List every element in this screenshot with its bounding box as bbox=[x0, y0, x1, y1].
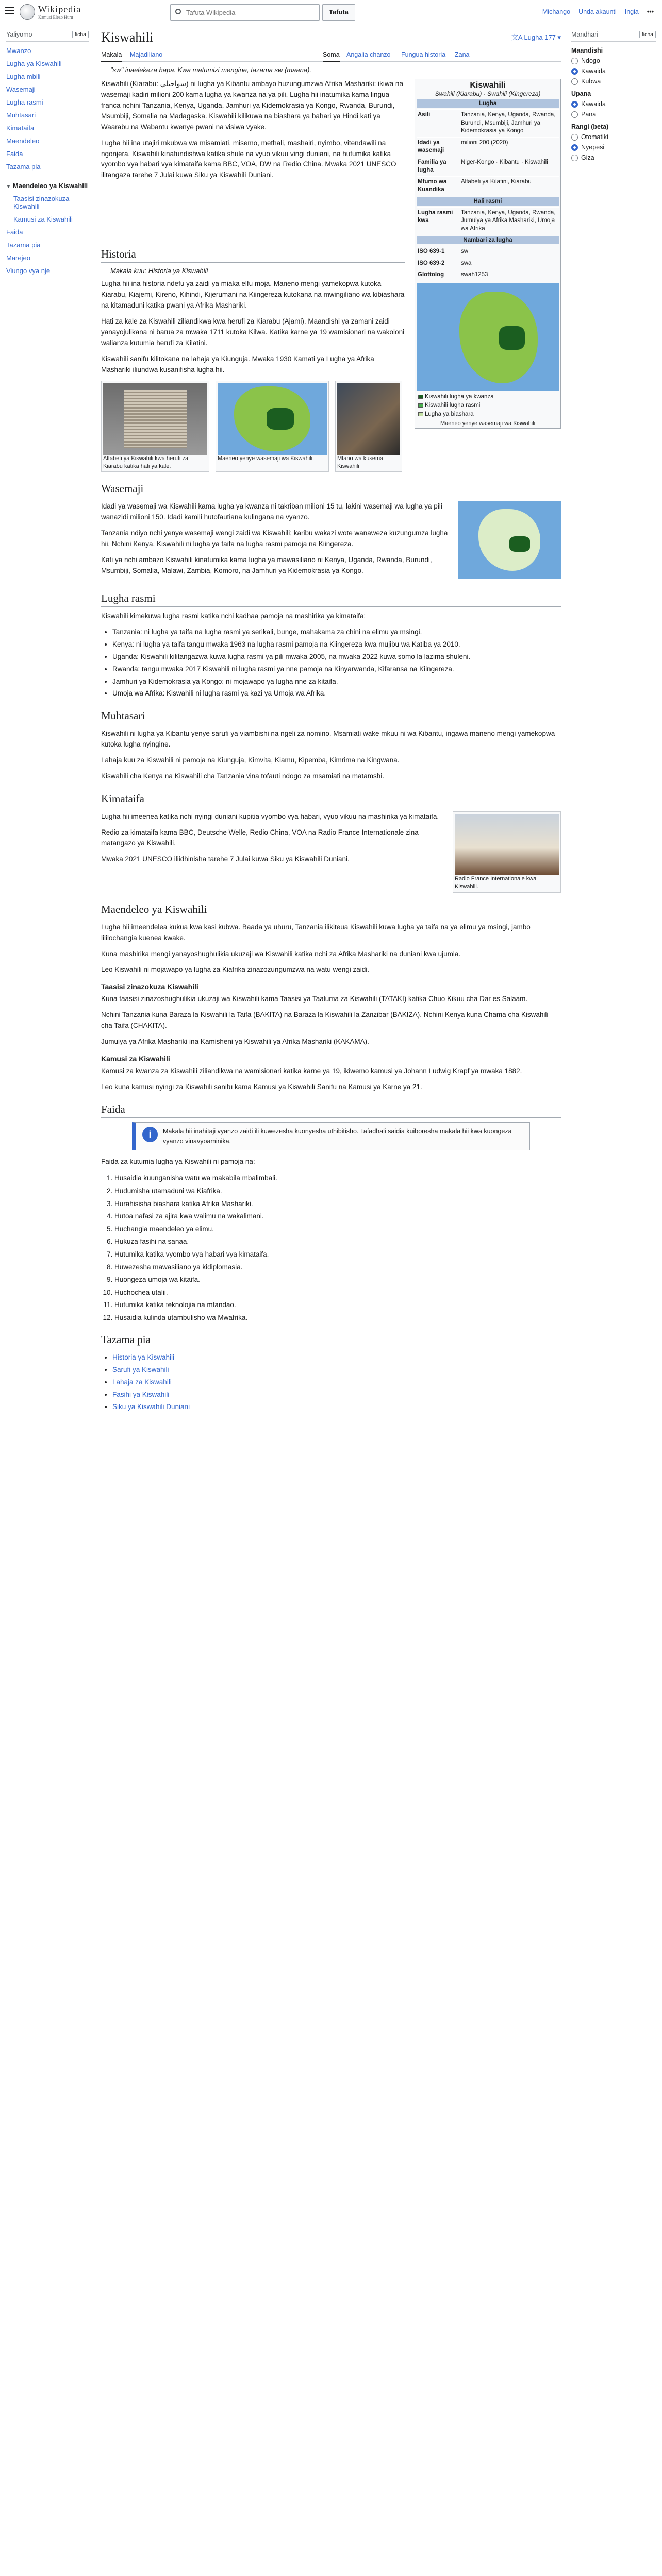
paragraph: Kiswahili cha Kenya na Kiswahili cha Tanzania vina tofauti ndogo za msamiati na matamshi. bbox=[101, 772, 385, 781]
list-item: 11. Hutumika katika teknolojia na mtandao. bbox=[114, 1299, 561, 1311]
figure bbox=[453, 811, 561, 893]
highlight-region bbox=[499, 326, 525, 350]
paragraph: Kiswahili sanifu kilitokana na lahaja ya Kiunguja. Mwaka 1930 Kamati ya Lugha ya Afrika Mashariki iliundwa kusanifisha lugha hii. bbox=[101, 354, 374, 374]
figure-caption: Mfano wa kusema Kiswahili bbox=[337, 455, 384, 469]
section-lugha-rasmi bbox=[101, 592, 561, 699]
section-heading: Wasemaji bbox=[101, 482, 561, 497]
more-icon[interactable]: ••• bbox=[647, 8, 654, 15]
toc-item[interactable]: Lugha rasmi bbox=[6, 98, 43, 106]
figure bbox=[216, 381, 329, 472]
globe-icon bbox=[20, 4, 35, 20]
paragraph: Kuna mashirika mengi yanayoshughulikia ukuzaji wa Kiswahili katika nchi za Afrika Mashariki na duniani kwa ujumla. bbox=[101, 950, 461, 958]
appearance-header bbox=[571, 31, 656, 42]
intro-text bbox=[101, 79, 405, 181]
toc-item[interactable]: Wasemaji bbox=[6, 86, 36, 93]
maintenance-notice bbox=[132, 1122, 530, 1151]
paragraph: Lugha hii ina utajiri mkubwa wa misamiati, misemo, methali, mashairi, nyimbo, vitendawili na ngonjera. Kiswahili kinafundishwa katika shule na vyuo vikuu vingi duniani, na hutumika katika vyombo vya habari vya kimataifa kama BBC, VOA, DW na Redio China. Mwaka 2021 UNESCO ilitangaza tarehe 7 Julai kuwa Siku ya Kiswahili Duniani. bbox=[101, 139, 396, 179]
toc-item[interactable]: Faida bbox=[6, 228, 23, 236]
infobox-map[interactable] bbox=[417, 283, 559, 391]
section-maendeleo bbox=[101, 903, 561, 1093]
wordmark: Wikipedia bbox=[38, 4, 81, 14]
toc-hide-button[interactable]: ficha bbox=[72, 31, 89, 38]
section-heading: Faida bbox=[101, 1103, 561, 1118]
tagline: Kamusi Elezo Huru bbox=[38, 14, 73, 20]
section-heading: Lugha rasmi bbox=[101, 592, 561, 607]
historia-figures bbox=[101, 381, 405, 472]
toc-item[interactable]: Tazama pia bbox=[6, 241, 41, 249]
manuscript-image[interactable] bbox=[103, 383, 207, 455]
list-item: 10. Huchochea utalii. bbox=[114, 1287, 561, 1298]
language-button[interactable]: 文A Lugha 177 ▾ bbox=[511, 33, 561, 41]
see-also-link[interactable]: Sarufi ya Kiswahili bbox=[112, 1366, 169, 1374]
toc-item[interactable]: Kimataifa bbox=[6, 124, 35, 132]
paragraph: Leo kuna kamusi nyingi za Kiswahili sanifu kama Kamusi ya Kiswahili Sanifu na Kamusi ya Karne ya 21. bbox=[101, 1083, 422, 1091]
create-account-link[interactable]: Unda akaunti bbox=[578, 8, 617, 15]
paragraph: Lugha hii imeenea katika nchi nyingi duniani kupitia vyombo vya habari, vyuo vikuu na mashirika ya kimataifa. bbox=[101, 812, 439, 821]
hatnote: "sw" inaelekeza hapa. Kwa matumizi mengine, tazama sw (maana). bbox=[110, 66, 312, 74]
toc-item[interactable]: Viungo vya nje bbox=[6, 267, 51, 275]
list-item: • Uganda: Kiswahili kilitangazwa kuwa lugha rasmi ya pili mwaka 2005, na mwaka 2022 kuwa somo la lazima shuleni. bbox=[112, 652, 561, 663]
search-button[interactable]: Tafuta bbox=[322, 4, 355, 21]
color-dark[interactable]: Giza bbox=[571, 154, 656, 161]
list-item: • Jamhuri ya Kidemokrasia ya Kongo: ni mojawapo ya lugha nne za kitaifa. bbox=[112, 676, 561, 687]
section-heading: Kimataifa bbox=[101, 792, 561, 807]
toc-title: Yaliyomo bbox=[6, 31, 32, 38]
toc-item[interactable]: Marejeo bbox=[6, 254, 30, 262]
highlight-region bbox=[267, 408, 294, 430]
paragraph: Redio za kimataifa kama BBC, Deutsche Welle, Redio China, VOA na Radio France Internationale zina matangazo ya Kiswahili. bbox=[101, 828, 419, 847]
color-light[interactable]: Nyepesi bbox=[571, 144, 656, 151]
section-tazama-pia bbox=[101, 1333, 561, 1413]
section-muhtasari bbox=[101, 709, 561, 782]
paragraph: Kiswahili kimekuwa lugha rasmi katika nchi kadhaa pamoja na mashirika ya kimataifa: bbox=[101, 612, 366, 620]
chevron-down-icon: ▼ bbox=[6, 184, 11, 189]
main-article-note: Makala kuu: Historia ya Kiswahili bbox=[110, 267, 208, 275]
map-caption: Maeneo yenye wasemaji wa Kiswahili bbox=[440, 420, 536, 427]
paragraph: Jumuiya ya Afrika Mashariki ina Kamisheni ya Kiswahili ya Afrika Mashariki (KAKAMA). bbox=[101, 1038, 369, 1046]
figure-caption: Radio France Internationale kwa Kiswahili. bbox=[455, 876, 537, 890]
tab-read[interactable]: Soma bbox=[323, 51, 340, 62]
infobox-row: ISO 639-1 sw bbox=[417, 246, 559, 258]
color-label: Rangi (beta) bbox=[571, 123, 609, 130]
text-size-small[interactable]: Ndogo bbox=[571, 57, 656, 64]
speakers-map[interactable] bbox=[458, 501, 561, 579]
tab-tools[interactable]: Zana bbox=[455, 51, 470, 58]
figure bbox=[335, 381, 402, 472]
list-item: 2. Hudumisha utamaduni wa Kiafrika. bbox=[114, 1185, 561, 1197]
section-heading: Tazama pia bbox=[101, 1333, 561, 1348]
toc-header bbox=[6, 31, 89, 42]
paragraph: Mwaka 2021 UNESCO iliidhinisha tarehe 7 Julai kuwa Siku ya Kiswahili Duniani. bbox=[101, 855, 350, 863]
search-input[interactable] bbox=[170, 4, 320, 21]
appearance-hide-button[interactable]: ficha bbox=[639, 31, 656, 38]
section-heading: Historia bbox=[101, 248, 405, 263]
highlight-region bbox=[509, 536, 530, 552]
text-size-label: Maandishi bbox=[571, 47, 603, 54]
paragraph: Lahaja kuu za Kiswahili ni pamoja na Kiunguja, Kimvita, Kiamu, Kipemba, Kimrima na Kingwana. bbox=[101, 756, 400, 765]
section-faida bbox=[101, 1103, 561, 1324]
contributions-link[interactable]: Michango bbox=[542, 8, 571, 15]
appearance-sidebar bbox=[571, 31, 656, 164]
toc-expanded bbox=[6, 182, 89, 275]
infobox-section: Nambari za lugha bbox=[417, 236, 559, 244]
figure bbox=[101, 381, 209, 472]
page-tabs bbox=[101, 47, 561, 62]
toc-item[interactable]: Faida bbox=[6, 150, 23, 158]
paragraph: Leo Kiswahili ni mojawapo ya lugha za Kiafrika zinazozungumzwa na watu wengi zaidi. bbox=[101, 965, 370, 974]
tab-article[interactable]: Makala bbox=[101, 51, 122, 62]
paragraph: Kuna taasisi zinazoshughulikia ukuzaji wa Kiswahili kama Taasisi ya Taaluma za Kiswahili (TATAKI) katika Chuo Kikuu cha Dar es Salaam. bbox=[101, 995, 528, 1003]
toc-current-section[interactable]: ▼ Maendeleo ya Kiswahili bbox=[6, 182, 88, 190]
notice-text: Makala hii inahitaji vyanzo zaidi ili kuwezesha kuonyesha uthibitisho. Tafadhali saidia kuiboresha makala hii kwa kuongeza vyanzo vinavyoaminika. bbox=[163, 1127, 512, 1145]
list-item: 7. Hutumika katika vyombo vya habari vya kimataifa. bbox=[114, 1249, 561, 1260]
infobox-row: Mfumo wa Kuandika Alfabeti ya Kilatini, Kiarabu bbox=[417, 176, 559, 196]
paragraph: Lugha hii imeendelea kukua kwa kasi kubwa. Baada ya uhuru, Tanzania ilikiteua Kiswahili kuwa lugha ya taifa na ya elimu ya msingi, jambo lililochangia kuenea kwake. bbox=[101, 923, 531, 942]
list-item: 5. Huchangia maendeleo ya elimu. bbox=[114, 1224, 561, 1235]
list-item: 12. Husaidia kulinda utambulisho wa Mwafrika. bbox=[114, 1312, 561, 1324]
infobox bbox=[415, 79, 561, 429]
text-size-standard[interactable]: Kawaida bbox=[571, 67, 656, 75]
info-icon: i bbox=[142, 1127, 158, 1142]
page-title: Kiswahili bbox=[101, 30, 154, 45]
infobox-section: Hali rasmi bbox=[417, 197, 559, 206]
paragraph: Faida za kutumia lugha ya Kiswahili ni pamoja na: bbox=[101, 1158, 255, 1166]
section-heading: Muhtasari bbox=[101, 709, 561, 724]
toc-item[interactable]: Lugha mbili bbox=[6, 73, 41, 80]
width-label: Upana bbox=[571, 90, 591, 97]
list-item: 3. Hurahisisha biashara katika Afrika Mashariki. bbox=[114, 1198, 561, 1210]
list-item: • Rwanda: tangu mwaka 2017 Kiswahili ni lugha rasmi ya nne pamoja na Kinyarwanda, Kifaransa na Kiingereza. bbox=[112, 664, 561, 675]
list-item: • Umoja wa Afrika: Kiswahili ni lugha rasmi ya kazi ya Umoja wa Afrika. bbox=[112, 688, 561, 699]
see-also-link[interactable]: Historia ya Kiswahili bbox=[112, 1353, 175, 1362]
subsection-heading: Kamusi za Kiswahili bbox=[101, 1055, 170, 1063]
section-heading: Maendeleo ya Kiswahili bbox=[101, 903, 561, 918]
paragraph: Idadi ya wasemaji wa Kiswahili kama lugha ya kwanza ni takriban milioni 15 tu, lakini wasemaji wa lugha ya pili wanazidi milioni 150. Idadi kamili hutofautiana kulingana na vyanzo. bbox=[101, 502, 442, 521]
appearance-title: Mandhari bbox=[571, 31, 599, 38]
list-item: 6. Hukuza fasihi na sanaa. bbox=[114, 1236, 561, 1247]
list-item: 9. Huongeza umoja wa kitaifa. bbox=[114, 1274, 561, 1285]
map-image[interactable] bbox=[218, 383, 327, 455]
toc-item[interactable]: Muhtasari bbox=[6, 111, 36, 119]
paragraph: Tanzania ndiyo nchi yenye wasemaji wengi zaidi wa Kiswahili; karibu wakazi wote wanaweza kuzungumza lugha hii. Nchini Kenya, Kiswahili ni lugha ya taifa na lugha rasmi pamoja na Kiingereza. bbox=[101, 529, 448, 548]
list-item: • Kenya: ni lugha ya taifa tangu mwaka 1963 na lugha rasmi pamoja na Kiingereza kwa mujibu wa Katiba ya 2010. bbox=[112, 639, 561, 650]
toc-item[interactable]: Maendeleo bbox=[6, 137, 40, 145]
tab-talk[interactable]: Majadiliano bbox=[130, 51, 163, 58]
paragraph: Kiswahili (Kiarabu: سواحيلي) ni lugha ya Kibantu ambayo huzungumzwa Afrika Mashariki: ikiwa na wasemaji kadiri milioni 200 kama lugha ya kwanza na ya pili. Lugha hii inatumika kama lingua franca nchini Tanzania, Kenya, Uganda, Jamhuri ya Kidemokrasia ya Kongo, Rwanda, Burundi, Msumbiji, Somalia na Madagaska. Kiswahili kilikuwa na biashara ya bahari ya Hindi kati ya Waarabu na Wabantu kwenye pwani na visiwa vyake. bbox=[101, 80, 403, 131]
list-item: 4. Hutoa nafasi za ajira kwa walimu na wakalimani. bbox=[114, 1211, 561, 1222]
left-sidebar bbox=[6, 31, 89, 280]
wikipedia-logo[interactable] bbox=[20, 3, 97, 22]
official-list bbox=[101, 627, 561, 700]
list-item: • Tanzania: ni lugha ya taifa na lugha rasmi ya serikali, bunge, mahakama za chini na elimu ya msingi. bbox=[112, 627, 561, 638]
toc-subitem[interactable]: Taasisi zinazokuza Kiswahili bbox=[13, 195, 70, 210]
see-also-list bbox=[101, 1352, 561, 1413]
infobox-row: Idadi ya wasemaji milioni 200 (2020) bbox=[417, 137, 559, 157]
figure-caption: Maeneo yenye wasemaji wa Kiswahili. bbox=[218, 455, 315, 462]
infobox-row: Asili Tanzania, Kenya, Uganda, Rwanda, Burundi, Msumbiji, Jamhuri ya Kidemokrasia ya Kongo bbox=[417, 109, 559, 137]
subsection-heading: Taasisi zinazokuza Kiswahili bbox=[101, 982, 198, 991]
paragraph: Nchini Tanzania kuna Baraza la Kiswahili la Taifa (BAKITA) na Baraza la Kiswahili la Zanzibar (BAKIZA). Nchini Kenya kuna Chama cha Kiswahili cha Taifa (CHAKITA). bbox=[101, 1011, 549, 1030]
africa-land bbox=[459, 292, 538, 384]
toc-item[interactable]: Mwanzo bbox=[6, 47, 31, 55]
toc-item[interactable]: Lugha ya Kiswahili bbox=[6, 60, 62, 67]
text-size-large[interactable]: Kubwa bbox=[571, 78, 656, 85]
tab-view-source[interactable]: Angalia chanzo bbox=[346, 51, 391, 58]
main-content bbox=[101, 25, 561, 1418]
user-links bbox=[542, 8, 654, 15]
infobox-title: Kiswahili bbox=[470, 81, 506, 90]
video-thumbnail[interactable] bbox=[337, 383, 400, 455]
toc-subitem[interactable]: Kamusi za Kiswahili bbox=[13, 215, 73, 223]
infobox-row: Familia ya lugha Niger-Kongo · Kibantu · Kiswahili bbox=[417, 157, 559, 176]
benefits-list bbox=[101, 1173, 561, 1323]
title-row bbox=[101, 25, 561, 47]
search-icon bbox=[175, 9, 181, 14]
see-also-link[interactable]: Fasihi ya Kiswahili bbox=[112, 1391, 170, 1399]
paragraph: Kamusi za kwanza za Kiswahili ziliandikwa na wamisionari katika karne ya 19, ikiwemo kamusi ya Johann Ludwig Krapf ya mwaka 1882. bbox=[101, 1067, 522, 1075]
infobox-row: Glottolog swah1253 bbox=[417, 269, 559, 281]
section-kimataifa bbox=[101, 792, 561, 893]
infobox-row: ISO 639-2 swa bbox=[417, 258, 559, 269]
map-legend: Kiswahili lugha ya kwanza Kiswahili lugha rasmi Lugha ya biashara bbox=[417, 391, 559, 421]
width-standard[interactable]: Kawaida bbox=[571, 100, 656, 108]
see-also-link[interactable]: Siku ya Kiswahili Duniani bbox=[112, 1403, 190, 1411]
figure-caption: Alfabeti ya Kiswahili kwa herufi za Kiarabu katika hati ya kale. bbox=[103, 455, 189, 469]
color-auto[interactable]: Otomatiki bbox=[571, 133, 656, 141]
radio-studio-image[interactable] bbox=[455, 814, 559, 875]
infobox-row: Lugha rasmi kwa Tanzania, Kenya, Uganda, Rwanda, Jumuiya ya Afrika Mashariki, Umoja wa Afrika bbox=[417, 207, 559, 235]
section-historia bbox=[101, 248, 405, 472]
section-wasemaji bbox=[101, 482, 561, 582]
site-header bbox=[0, 0, 662, 25]
main-menu-icon[interactable] bbox=[5, 7, 14, 14]
infobox-subtitle: Swahili (Kiarabu) · Swahili (Kingereza) bbox=[435, 90, 541, 97]
infobox-section: Lugha bbox=[417, 99, 559, 108]
list-item: 8. Huwezesha mawasiliano ya kidiplomasia. bbox=[114, 1262, 561, 1273]
paragraph: Kiswahili ni lugha ya Kibantu yenye sarufi ya viambishi na ngeli za nomino. Msamiati wake mkuu ni wa Kibantu, ingawa maneno mengi yamekopwa kutoka lugha nyingine. bbox=[101, 730, 555, 749]
tab-history[interactable]: Fungua historia bbox=[401, 51, 446, 58]
paragraph: Hati za kale za Kiswahili ziliandikwa kwa herufi za Kiarabu (Ajami). Maandishi ya zamani zaidi yanayojulikana ni barua za mwaka 1711 kutoka Kilwa. Katika karne ya 19 wamisionari na wakoloni walianza kutumia herufi za Kilatini. bbox=[101, 317, 405, 347]
paragraph: Kati ya nchi ambazo Kiswahili kinatumika kama lugha ya mawasiliano ni Kenya, Uganda, Rwanda, Burundi, Msumbiji, Somalia, Malawi, Zambia, Komoro, na Jamhuri ya Kidemokrasia ya Kongo. bbox=[101, 556, 432, 574]
toc-list bbox=[6, 47, 89, 171]
list-item: 1. Husaidia kuunganisha watu wa makabila mbalimbali. bbox=[114, 1173, 561, 1184]
toc-item[interactable]: Tazama pia bbox=[6, 163, 41, 171]
login-link[interactable]: Ingia bbox=[624, 8, 639, 15]
paragraph: Lugha hii ina historia ndefu ya zaidi ya miaka elfu moja. Maneno mengi yamekopwa kutoka Kiarabu, Kiajemi, Kireno, Kihindi, Kijerumani na Kiingereza kutokana na mwingiliano wa kibiashara na kitamaduni katika pwani ya Afrika Mashariki. bbox=[101, 280, 405, 310]
see-also-link[interactable]: Lahaja za Kiswahili bbox=[112, 1378, 172, 1386]
width-wide[interactable]: Pana bbox=[571, 111, 656, 118]
article-body bbox=[101, 79, 561, 1413]
